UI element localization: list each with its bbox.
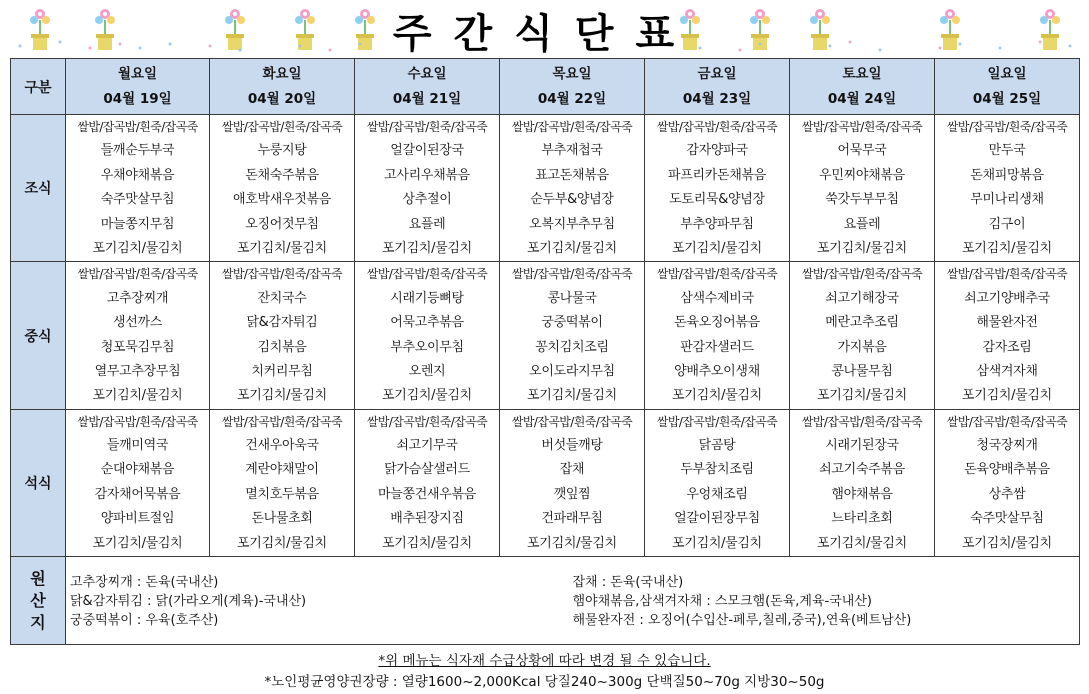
dish-item: 표고돈채볶음 <box>535 167 609 183</box>
dish-item: 들깨순두부국 <box>100 143 175 159</box>
dish-item: 포기김치/물김치 <box>817 240 907 256</box>
dish-item: 돈육오징어볶음 <box>674 315 760 331</box>
dish-item: 포기김치/물김치 <box>817 388 907 404</box>
dish-item: 닭곰탕 <box>698 438 736 454</box>
origin-line: 고추장찌개 : 돈육(국내산) <box>70 575 219 591</box>
meal-label: 석식 <box>11 409 66 556</box>
title-banner <box>0 0 1089 57</box>
dish-item: 쇠고기해장국 <box>825 290 899 306</box>
dish-item: 쌀밥/잡곡밥/흰죽/잡곡죽 <box>366 414 488 429</box>
dish-item: 포기김치/물김치 <box>382 240 472 256</box>
dish-item: 쌀밥/잡곡밥/흰죽/잡곡죽 <box>221 120 343 134</box>
dish-item: 포기김치/물김치 <box>382 535 472 551</box>
dish-item: 파프리카돈채볶음 <box>667 167 767 183</box>
dish-item: 오렌지 <box>408 363 446 379</box>
dish-item: 깻잎찜 <box>553 486 591 502</box>
day-header <box>500 59 645 115</box>
dish-item: 느타리초회 <box>831 511 893 527</box>
dish-item: 쇠고기숙주볶음 <box>819 462 905 478</box>
dish-item: 쑥갓두부무침 <box>825 192 899 208</box>
origin-line: 잡채 : 돈육(국내산) <box>572 575 684 591</box>
dish-item: 쌀밥/잡곡밥/흰죽/잡곡죽 <box>366 120 488 134</box>
origin-label-char: 산 <box>30 590 46 610</box>
dish-item: 양파비트절임 <box>100 511 175 527</box>
dish-item: 감자조림 <box>982 339 1032 355</box>
dish-item: 메란고추조림 <box>825 315 899 331</box>
day-date: 04월 24일 <box>827 91 897 107</box>
dish-item: 청국장찌개 <box>976 438 1038 454</box>
dish-item: 삼색수제비국 <box>680 290 754 306</box>
dish-item: 얼갈이된장국 <box>390 143 464 159</box>
dish-item: 포기김치/물김치 <box>92 535 183 551</box>
day-header <box>790 59 935 115</box>
day-header <box>935 59 1080 115</box>
meal-cell <box>355 115 500 262</box>
dish-item: 배추된장지짐 <box>390 511 464 527</box>
meal-label: 중식 <box>11 262 66 409</box>
dish-item: 부추양파무침 <box>680 216 754 232</box>
meal-cell <box>645 115 790 262</box>
dish-item: 쌀밥/잡곡밥/흰죽/잡곡죽 <box>511 414 633 429</box>
dish-item: 도토리묵&양념장 <box>669 192 765 208</box>
dish-item: 쌀밥/잡곡밥/흰죽/잡곡죽 <box>656 267 778 282</box>
meal-cell <box>210 262 355 409</box>
dish-item: 포기김치/물김치 <box>817 535 907 551</box>
dish-item: 양배추오이생채 <box>674 363 760 379</box>
dish-item: 닭가슴살샐러드 <box>384 462 470 478</box>
dish-item: 돈채피망볶음 <box>970 167 1044 183</box>
dish-item: 청포묵김무침 <box>100 339 175 355</box>
dish-item: 치커리무침 <box>251 363 313 379</box>
origin-label-char: 지 <box>30 612 46 632</box>
dish-item: 고사리우채볶음 <box>384 167 470 183</box>
dish-item: 포기김치/물김치 <box>527 535 617 551</box>
dish-item: 꽁치김치조림 <box>535 339 609 355</box>
day-name: 월요일 <box>117 66 158 82</box>
dish-item: 생선까스 <box>112 315 163 331</box>
dish-item: 애호박새우젓볶음 <box>232 192 332 208</box>
dish-item: 부추오이무침 <box>390 339 464 355</box>
dish-item: 들깨미역국 <box>106 438 169 454</box>
dish-item: 햄야채볶음 <box>831 486 893 502</box>
dish-item: 시래기등뼈탕 <box>390 290 464 306</box>
meal-cell <box>790 409 935 556</box>
meal-cell <box>935 262 1080 409</box>
origin-label-char: 원 <box>30 568 46 588</box>
dish-item: 포기김치/물김치 <box>527 388 617 404</box>
meal-row <box>11 262 1080 409</box>
dish-item: 콩나물국 <box>547 290 597 306</box>
dish-item: 부추재첩국 <box>541 143 603 159</box>
dish-item: 포기김치/물김치 <box>382 388 472 404</box>
dish-item: 포기김치/물김치 <box>527 240 617 256</box>
origin-column-left <box>70 571 573 630</box>
dish-item: 쌀밥/잡곡밥/흰죽/잡곡죽 <box>656 414 778 429</box>
corner-label: 구분 <box>11 59 66 115</box>
dish-item: 잔치국수 <box>257 290 307 306</box>
day-name: 목요일 <box>552 66 592 82</box>
dish-item: 우엉채조림 <box>686 486 748 502</box>
dish-item: 포기김치/물김치 <box>237 240 327 256</box>
dish-item: 쌀밥/잡곡밥/흰죽/잡곡죽 <box>221 267 343 282</box>
meal-cell <box>500 262 645 409</box>
origin-row <box>11 557 1080 645</box>
dish-item: 순대야채볶음 <box>100 462 175 478</box>
day-name: 수요일 <box>407 66 447 82</box>
origin-line: 햄야채볶음,삼색겨자채 : 스모크햄(돈육,계육-국내산) <box>572 594 872 610</box>
weekly-menu-table <box>10 58 1080 645</box>
day-date: 04월 22일 <box>537 91 607 107</box>
dish-item: 돈채숙주볶음 <box>245 167 319 183</box>
dish-item: 쌀밥/잡곡밥/흰죽/잡곡죽 <box>801 120 923 134</box>
day-date: 04월 20일 <box>247 91 317 107</box>
dish-item: 우채야채볶음 <box>100 167 175 183</box>
dish-item: 누룽지탕 <box>257 143 307 159</box>
dish-item: 포기김치/물김치 <box>92 388 183 404</box>
dish-item: 얼갈이된장무침 <box>674 511 760 527</box>
dish-item: 요플레 <box>408 216 446 232</box>
meal-label: 조식 <box>11 115 66 262</box>
dish-item: 쌀밥/잡곡밥/흰죽/잡곡죽 <box>511 267 633 282</box>
day-date: 04월 25일 <box>972 91 1042 107</box>
dish-item: 오이도라지무침 <box>529 363 615 379</box>
dish-item: 김구이 <box>988 216 1026 232</box>
dish-item: 멸치호두볶음 <box>245 486 319 502</box>
meal-cell <box>500 409 645 556</box>
dish-item: 고추장찌개 <box>106 290 169 306</box>
meal-cell <box>935 115 1080 262</box>
header-row <box>11 59 1080 115</box>
dish-item: 마늘쫑건새우볶음 <box>377 486 477 502</box>
dish-item: 삼색겨자채 <box>976 363 1038 379</box>
dish-item: 궁중떡볶이 <box>541 315 603 331</box>
meal-cell <box>66 409 210 556</box>
meal-row <box>11 115 1080 262</box>
dish-item: 쌀밥/잡곡밥/흰죽/잡곡죽 <box>656 120 778 134</box>
dish-item: 숙주맛살무침 <box>970 511 1044 527</box>
origin-content <box>66 557 1080 645</box>
origin-line: 궁중떡볶이 : 우육(호주산) <box>70 613 219 629</box>
dish-item: 어묵고추볶음 <box>390 315 464 331</box>
meal-cell <box>645 262 790 409</box>
dish-item: 건파래무침 <box>541 511 603 527</box>
dish-item: 포기김치/물김치 <box>672 535 762 551</box>
dish-item: 해물완자전 <box>976 315 1038 331</box>
dish-item: 닭&감자튀김 <box>246 315 318 331</box>
dish-item: 포기김치/물김치 <box>962 240 1052 256</box>
meal-cell <box>66 115 210 262</box>
meal-cell <box>210 115 355 262</box>
dish-item: 콩나물무침 <box>831 363 893 379</box>
dish-item: 포기김치/물김치 <box>962 388 1052 404</box>
origin-line: 해물완자전 : 오징어(수입산-페루,칠레,중국),연육(베트남산) <box>572 613 912 629</box>
meal-cell <box>66 262 210 409</box>
dish-item: 쌀밥/잡곡밥/흰죽/잡곡죽 <box>221 414 343 429</box>
dish-item: 오징어젓무침 <box>245 216 319 232</box>
dish-item: 건새우아욱국 <box>245 438 319 454</box>
dish-item: 잡채 <box>559 462 585 478</box>
dish-item: 포기김치/물김치 <box>237 535 327 551</box>
meal-cell <box>500 115 645 262</box>
meal-cell <box>645 409 790 556</box>
day-date: 04월 23일 <box>682 91 752 107</box>
dish-item: 쌀밥/잡곡밥/흰죽/잡곡죽 <box>77 414 198 429</box>
dish-item: 시래기된장국 <box>825 438 899 454</box>
day-header <box>210 59 355 115</box>
dish-item: 김치볶음 <box>257 339 307 355</box>
dish-item: 쌀밥/잡곡밥/흰죽/잡곡죽 <box>801 267 923 282</box>
dish-item: 포기김치/물김치 <box>237 388 327 404</box>
dish-item: 판감자샐러드 <box>680 339 754 355</box>
dish-item: 포기김치/물김치 <box>92 240 183 256</box>
dish-item: 감자양파국 <box>686 143 748 159</box>
dish-item: 어묵무국 <box>837 143 887 159</box>
day-header <box>645 59 790 115</box>
day-date: 04월 21일 <box>392 91 462 107</box>
dish-item: 무미나리생채 <box>970 192 1044 208</box>
meal-row <box>11 409 1080 556</box>
dish-item: 감자채어묵볶음 <box>94 486 181 502</box>
dish-item: 포기김치/물김치 <box>962 535 1052 551</box>
day-date: 04월 19일 <box>103 91 172 107</box>
day-header <box>355 59 500 115</box>
dish-item: 만두국 <box>988 143 1026 159</box>
dish-item: 쌀밥/잡곡밥/흰죽/잡곡죽 <box>801 414 923 429</box>
dish-item: 쌀밥/잡곡밥/흰죽/잡곡죽 <box>77 120 198 134</box>
dish-item: 순두부&양념장 <box>530 192 614 208</box>
dish-item: 숙주맛살무침 <box>100 192 175 208</box>
meal-cell <box>935 409 1080 556</box>
day-header <box>66 59 210 115</box>
meal-cell <box>790 115 935 262</box>
dish-item: 마늘쫑지무침 <box>100 216 175 232</box>
origin-column-right <box>573 571 1076 630</box>
dish-item: 쌀밥/잡곡밥/흰죽/잡곡죽 <box>366 267 488 282</box>
dish-item: 상추쌈 <box>988 486 1026 502</box>
nutrition-note: *노인평균영양권장량 : 열량1600~2,000Kcal 당질240~300g 단백질50~70g 지방30~50g <box>264 674 825 690</box>
origin-line: 닭&감자튀김 : 닭(가라오게(계육)-국내산) <box>70 594 307 610</box>
meal-cell <box>355 409 500 556</box>
dish-item: 열무고추장무침 <box>94 363 181 379</box>
dish-item: 상추절이 <box>402 192 452 208</box>
meal-cell <box>790 262 935 409</box>
day-name: 일요일 <box>987 66 1027 82</box>
origin-label <box>11 557 66 645</box>
dish-item: 요플레 <box>843 216 881 232</box>
dish-item: 오복지부추무침 <box>529 216 615 232</box>
dish-item: 포기김치/물김치 <box>672 388 762 404</box>
dish-item: 돈나물초회 <box>251 511 313 527</box>
dish-item: 쌀밥/잡곡밥/흰죽/잡곡죽 <box>511 120 633 134</box>
menu-change-note: *위 메뉴는 식자재 수급상황에 따라 변경 될 수 있습니다. <box>378 653 711 669</box>
day-name: 금요일 <box>697 66 737 82</box>
page-title: 주간식단표 <box>392 11 697 57</box>
dish-item: 돈육양배추볶음 <box>964 462 1050 478</box>
meal-cell <box>355 262 500 409</box>
dish-item: 버섯들깨탕 <box>541 438 603 454</box>
dish-item: 쇠고기무국 <box>396 438 458 454</box>
dish-item: 쌀밥/잡곡밥/흰죽/잡곡죽 <box>946 120 1068 134</box>
day-name: 토요일 <box>842 66 882 82</box>
dish-item: 가지볶음 <box>837 339 887 355</box>
dish-item: 쌀밥/잡곡밥/흰죽/잡곡죽 <box>946 414 1068 429</box>
dish-item: 쇠고기양배추국 <box>964 290 1050 306</box>
day-name: 화요일 <box>262 66 302 82</box>
meal-cell <box>210 409 355 556</box>
dish-item: 쌀밥/잡곡밥/흰죽/잡곡죽 <box>77 267 198 282</box>
dish-item: 포기김치/물김치 <box>672 240 762 256</box>
dish-item: 우민찌야채볶음 <box>819 167 905 183</box>
dish-item: 쌀밥/잡곡밥/흰죽/잡곡죽 <box>946 267 1068 282</box>
dish-item: 두부참치조림 <box>680 462 754 478</box>
dish-item: 계란야채말이 <box>245 462 319 478</box>
